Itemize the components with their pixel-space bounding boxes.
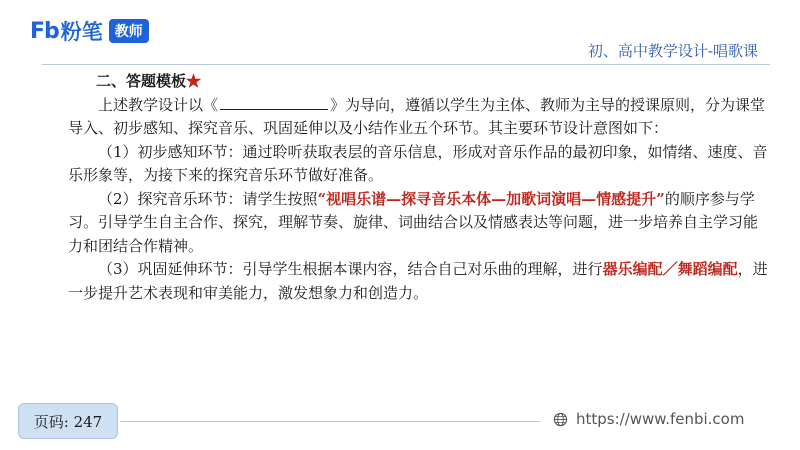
- intro-after-blank: 》为导向，遵循以学生为主体、教师为主导的授课原则，分为课堂导入、初步感知、探究音乐、巩固延伸以及小结作业五个环节。其主要环节设计意图如下：: [68, 95, 766, 137]
- item-3-before: （3）巩固延伸环节：引导学生根据本课内容，结合自己对乐曲的理解，进行: [98, 260, 603, 278]
- item-3-paragraph: [68, 258, 768, 305]
- footer-url[interactable]: [553, 410, 744, 428]
- footer-divider: [120, 421, 540, 422]
- item-1-paragraph: [68, 141, 768, 188]
- globe-icon: [553, 412, 568, 427]
- item-2-before: （2）探究音乐环节：请学生按照: [98, 189, 318, 208]
- logo-badge: 教师: [109, 19, 149, 43]
- header-divider: [42, 64, 770, 65]
- url-text[interactable]: https://www.fenbi.com: [576, 410, 745, 428]
- item-2-highlight: “视唱乐谱—探寻音乐本体—加歌词演唱—情感提升”: [317, 189, 665, 208]
- item-3-highlight: 器乐编配／舞蹈编配: [602, 260, 738, 278]
- intro-paragraph: [68, 94, 768, 141]
- document-body: [68, 70, 768, 305]
- section-heading: [68, 70, 768, 94]
- item-3-after: ，进一步提升艺术表现和审美能力，激发想象力和创造力。: [68, 260, 768, 302]
- logo-brand: 粉笔: [60, 20, 103, 44]
- intro-before-blank: 上述教学设计以《: [98, 95, 219, 114]
- section-title-text: 二、答题模板: [96, 72, 187, 90]
- item-2-after: 的顺序参与学习。引导学生自主合作、探究，理解节奏、旋律、词曲结合以及情感表达等问题，进一步培养自主学习能力和团结合作精神。: [68, 189, 759, 255]
- item-1-text: （1）初步感知环节：通过聆听获取表层的音乐信息，形成对音乐作品的最初印象，如情绪、速度、音乐形象等，为接下来的探究音乐环节做好准备。: [68, 142, 768, 184]
- fill-in-blank: [220, 95, 328, 110]
- logo-mark: Fb: [30, 18, 59, 44]
- star-icon: ★: [186, 72, 202, 90]
- course-title: 初、高中教学设计-唱歌课: [587, 42, 758, 60]
- fenbi-logo: [30, 16, 149, 46]
- page-number-badge: 页码: 247: [18, 403, 118, 439]
- item-2-paragraph: [68, 188, 768, 259]
